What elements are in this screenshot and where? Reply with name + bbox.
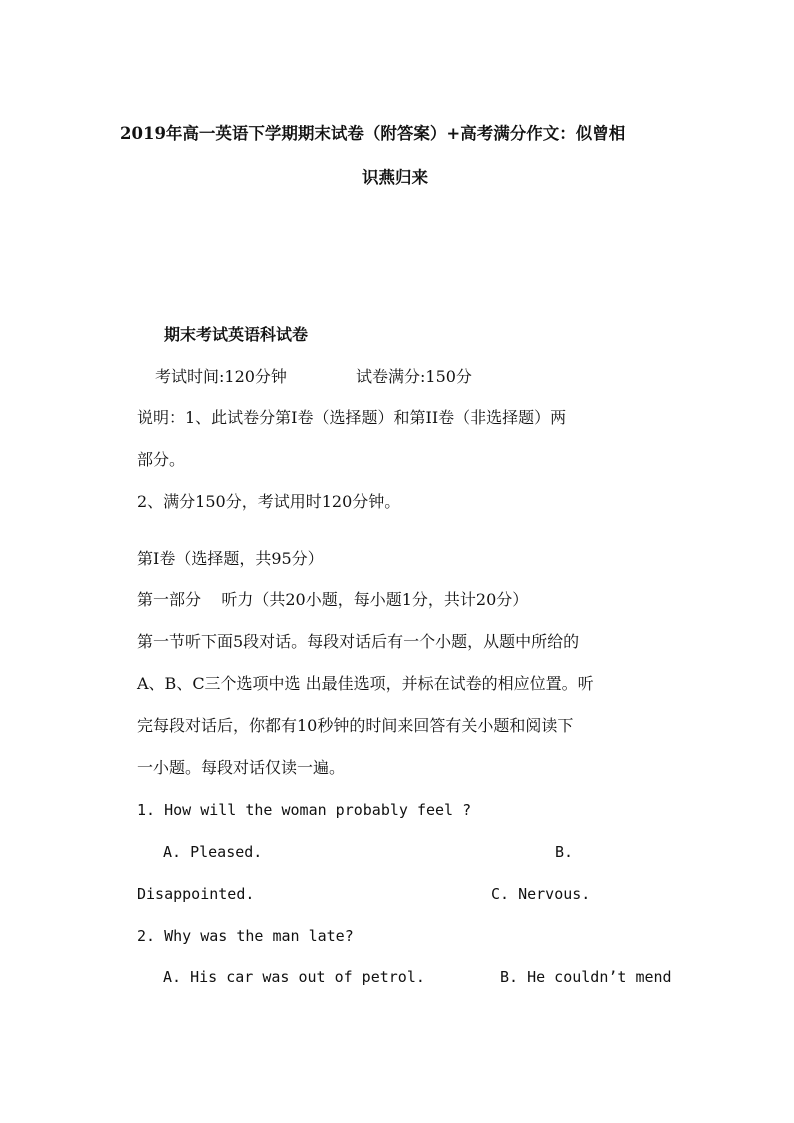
doc-title-line-2: 识燕归来 bbox=[362, 168, 428, 187]
note-line-3: 2、满分150分，考试用时120分钟。 bbox=[137, 492, 401, 511]
note-line-2: 部分。 bbox=[137, 450, 186, 469]
part-1-heading: 第一部分 听力（共20小题，每小题1分，共计20分） bbox=[137, 590, 529, 609]
question-2-stem: 2. Why was the man late? bbox=[137, 927, 354, 945]
full-score: 试卷满分:150分 bbox=[356, 367, 472, 386]
instruction-line-1: 第一节听下面5段对话。每段对话后有一个小题，从题中所给的 bbox=[137, 632, 580, 651]
instruction-line-4: 一小题。每段对话仅读一遍。 bbox=[137, 758, 346, 777]
question-1-option-b: B. bbox=[555, 843, 574, 861]
question-1-stem: 1. How will the woman probably feel ? bbox=[137, 801, 472, 819]
exam-title: 期末考试英语科试卷 bbox=[164, 325, 309, 344]
volume-1-heading: 第Ⅰ卷（选择题，共95分） bbox=[137, 549, 324, 568]
question-1-option-b-text: Disappointed. bbox=[137, 885, 255, 903]
question-2-option-a: A. His car was out of petrol. bbox=[163, 968, 425, 986]
time-limit: 考试时间:120分钟 bbox=[155, 367, 287, 386]
doc-title-line-1: 2019年高一英语下学期期末试卷（附答案）+高考满分作文：似曾相 bbox=[120, 124, 626, 143]
question-1-option-c: C. Nervous. bbox=[491, 885, 591, 903]
instruction-line-2: A、B、C三个选项中选 出最佳选项，并标在试卷的相应位置。听 bbox=[137, 674, 594, 693]
note-line-1: 说明：1、此试卷分第Ⅰ卷（选择题）和第II卷（非选择题）两 bbox=[137, 408, 567, 427]
question-2-option-b: B. He couldn’t mend bbox=[500, 968, 672, 986]
instruction-line-3: 完每段对话后，你都有10秒钟的时间来回答有关小题和阅读下 bbox=[137, 716, 574, 735]
question-1-option-a: A. Pleased. bbox=[163, 843, 263, 861]
